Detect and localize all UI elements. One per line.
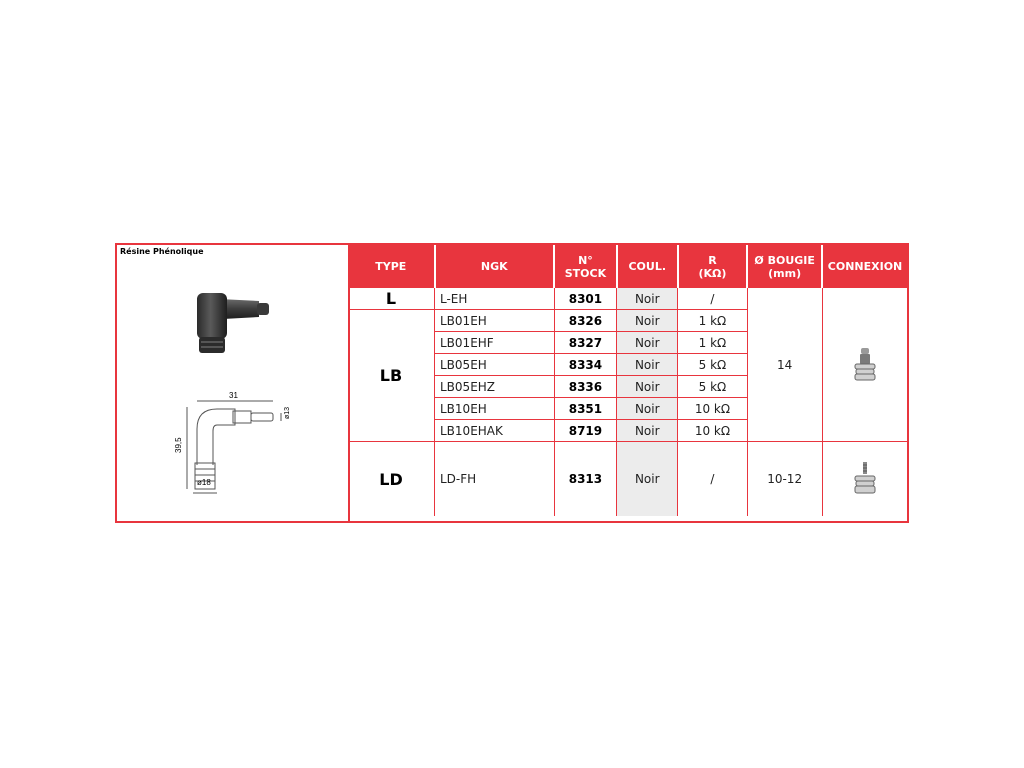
spark-plug-cap-photo	[189, 287, 275, 359]
ngk-cell: LB01EHF	[435, 332, 555, 354]
header-r-line2: (KΩ)	[698, 266, 727, 280]
stock-cell: 8334	[554, 354, 617, 376]
coul-cell: Noir	[617, 288, 678, 310]
r-cell: /	[678, 442, 748, 517]
r-cell: /	[678, 288, 748, 310]
dim-height-label: 39,5	[174, 437, 183, 453]
table-row	[348, 442, 907, 517]
coul-cell: Noir	[617, 398, 678, 420]
r-cell: 5 kΩ	[678, 376, 748, 398]
bougie-cell-group1: 14	[747, 288, 822, 442]
header-connexion: CONNEXION	[822, 245, 907, 288]
ngk-cell: LB10EH	[435, 398, 555, 420]
dimension-drawing	[169, 387, 289, 497]
stock-cell: 8719	[554, 420, 617, 442]
stock-cell: 8351	[554, 398, 617, 420]
header-stock-line1: N°	[578, 253, 593, 267]
bougie-cell-group2: 10-12	[747, 442, 822, 517]
header-r-line1: R	[708, 253, 717, 267]
r-cell: 5 kΩ	[678, 354, 748, 376]
stock-cell: 8336	[554, 376, 617, 398]
header-bougie	[747, 245, 822, 288]
stock-cell: 8301	[554, 288, 617, 310]
coul-cell: Noir	[617, 310, 678, 332]
r-cell: 1 kΩ	[678, 332, 748, 354]
product-panel	[117, 245, 350, 521]
table-row	[348, 288, 907, 310]
header-type: TYPE	[348, 245, 435, 288]
header-ngk: NGK	[435, 245, 555, 288]
stock-cell: 8327	[554, 332, 617, 354]
header-stock-line2: STOCK	[564, 266, 607, 280]
dim-base-label: ø18	[197, 478, 211, 487]
header-r	[678, 245, 748, 288]
dim-outlet-label: ø13	[284, 406, 291, 419]
material-title: Résine Phénolique	[120, 247, 204, 256]
coul-cell: Noir	[617, 354, 678, 376]
spec-sheet-frame	[115, 243, 909, 523]
type-cell-lb: LB	[348, 310, 435, 442]
type-cell-ld: LD	[348, 442, 435, 517]
ngk-cell: LB10EHAK	[435, 420, 555, 442]
r-cell: 1 kΩ	[678, 310, 748, 332]
r-cell: 10 kΩ	[678, 398, 748, 420]
screw-connector-icon	[853, 462, 877, 496]
connexion-cell-group2	[822, 442, 907, 517]
header-coul: COUL.	[617, 245, 678, 288]
header-bougie-line2: (mm)	[768, 266, 802, 280]
dim-width-label: 31	[229, 391, 238, 400]
header-stock	[554, 245, 617, 288]
r-cell: 10 kΩ	[678, 420, 748, 442]
coul-cell: Noir	[617, 332, 678, 354]
ngk-cell: L-EH	[435, 288, 555, 310]
nut-connector-icon	[853, 348, 877, 382]
stock-cell: 8326	[554, 310, 617, 332]
ngk-cell: LB05EH	[435, 354, 555, 376]
header-bougie-line1: Ø BOUGIE	[754, 253, 815, 267]
spec-table	[348, 245, 907, 516]
type-cell-l: L	[348, 288, 435, 310]
coul-cell: Noir	[617, 442, 678, 517]
stock-cell: 8313	[554, 442, 617, 517]
ngk-cell: LD-FH	[435, 442, 555, 517]
coul-cell: Noir	[617, 420, 678, 442]
ngk-cell: LB05EHZ	[435, 376, 555, 398]
connexion-cell-group1	[822, 288, 907, 442]
ngk-cell: LB01EH	[435, 310, 555, 332]
coul-cell: Noir	[617, 376, 678, 398]
